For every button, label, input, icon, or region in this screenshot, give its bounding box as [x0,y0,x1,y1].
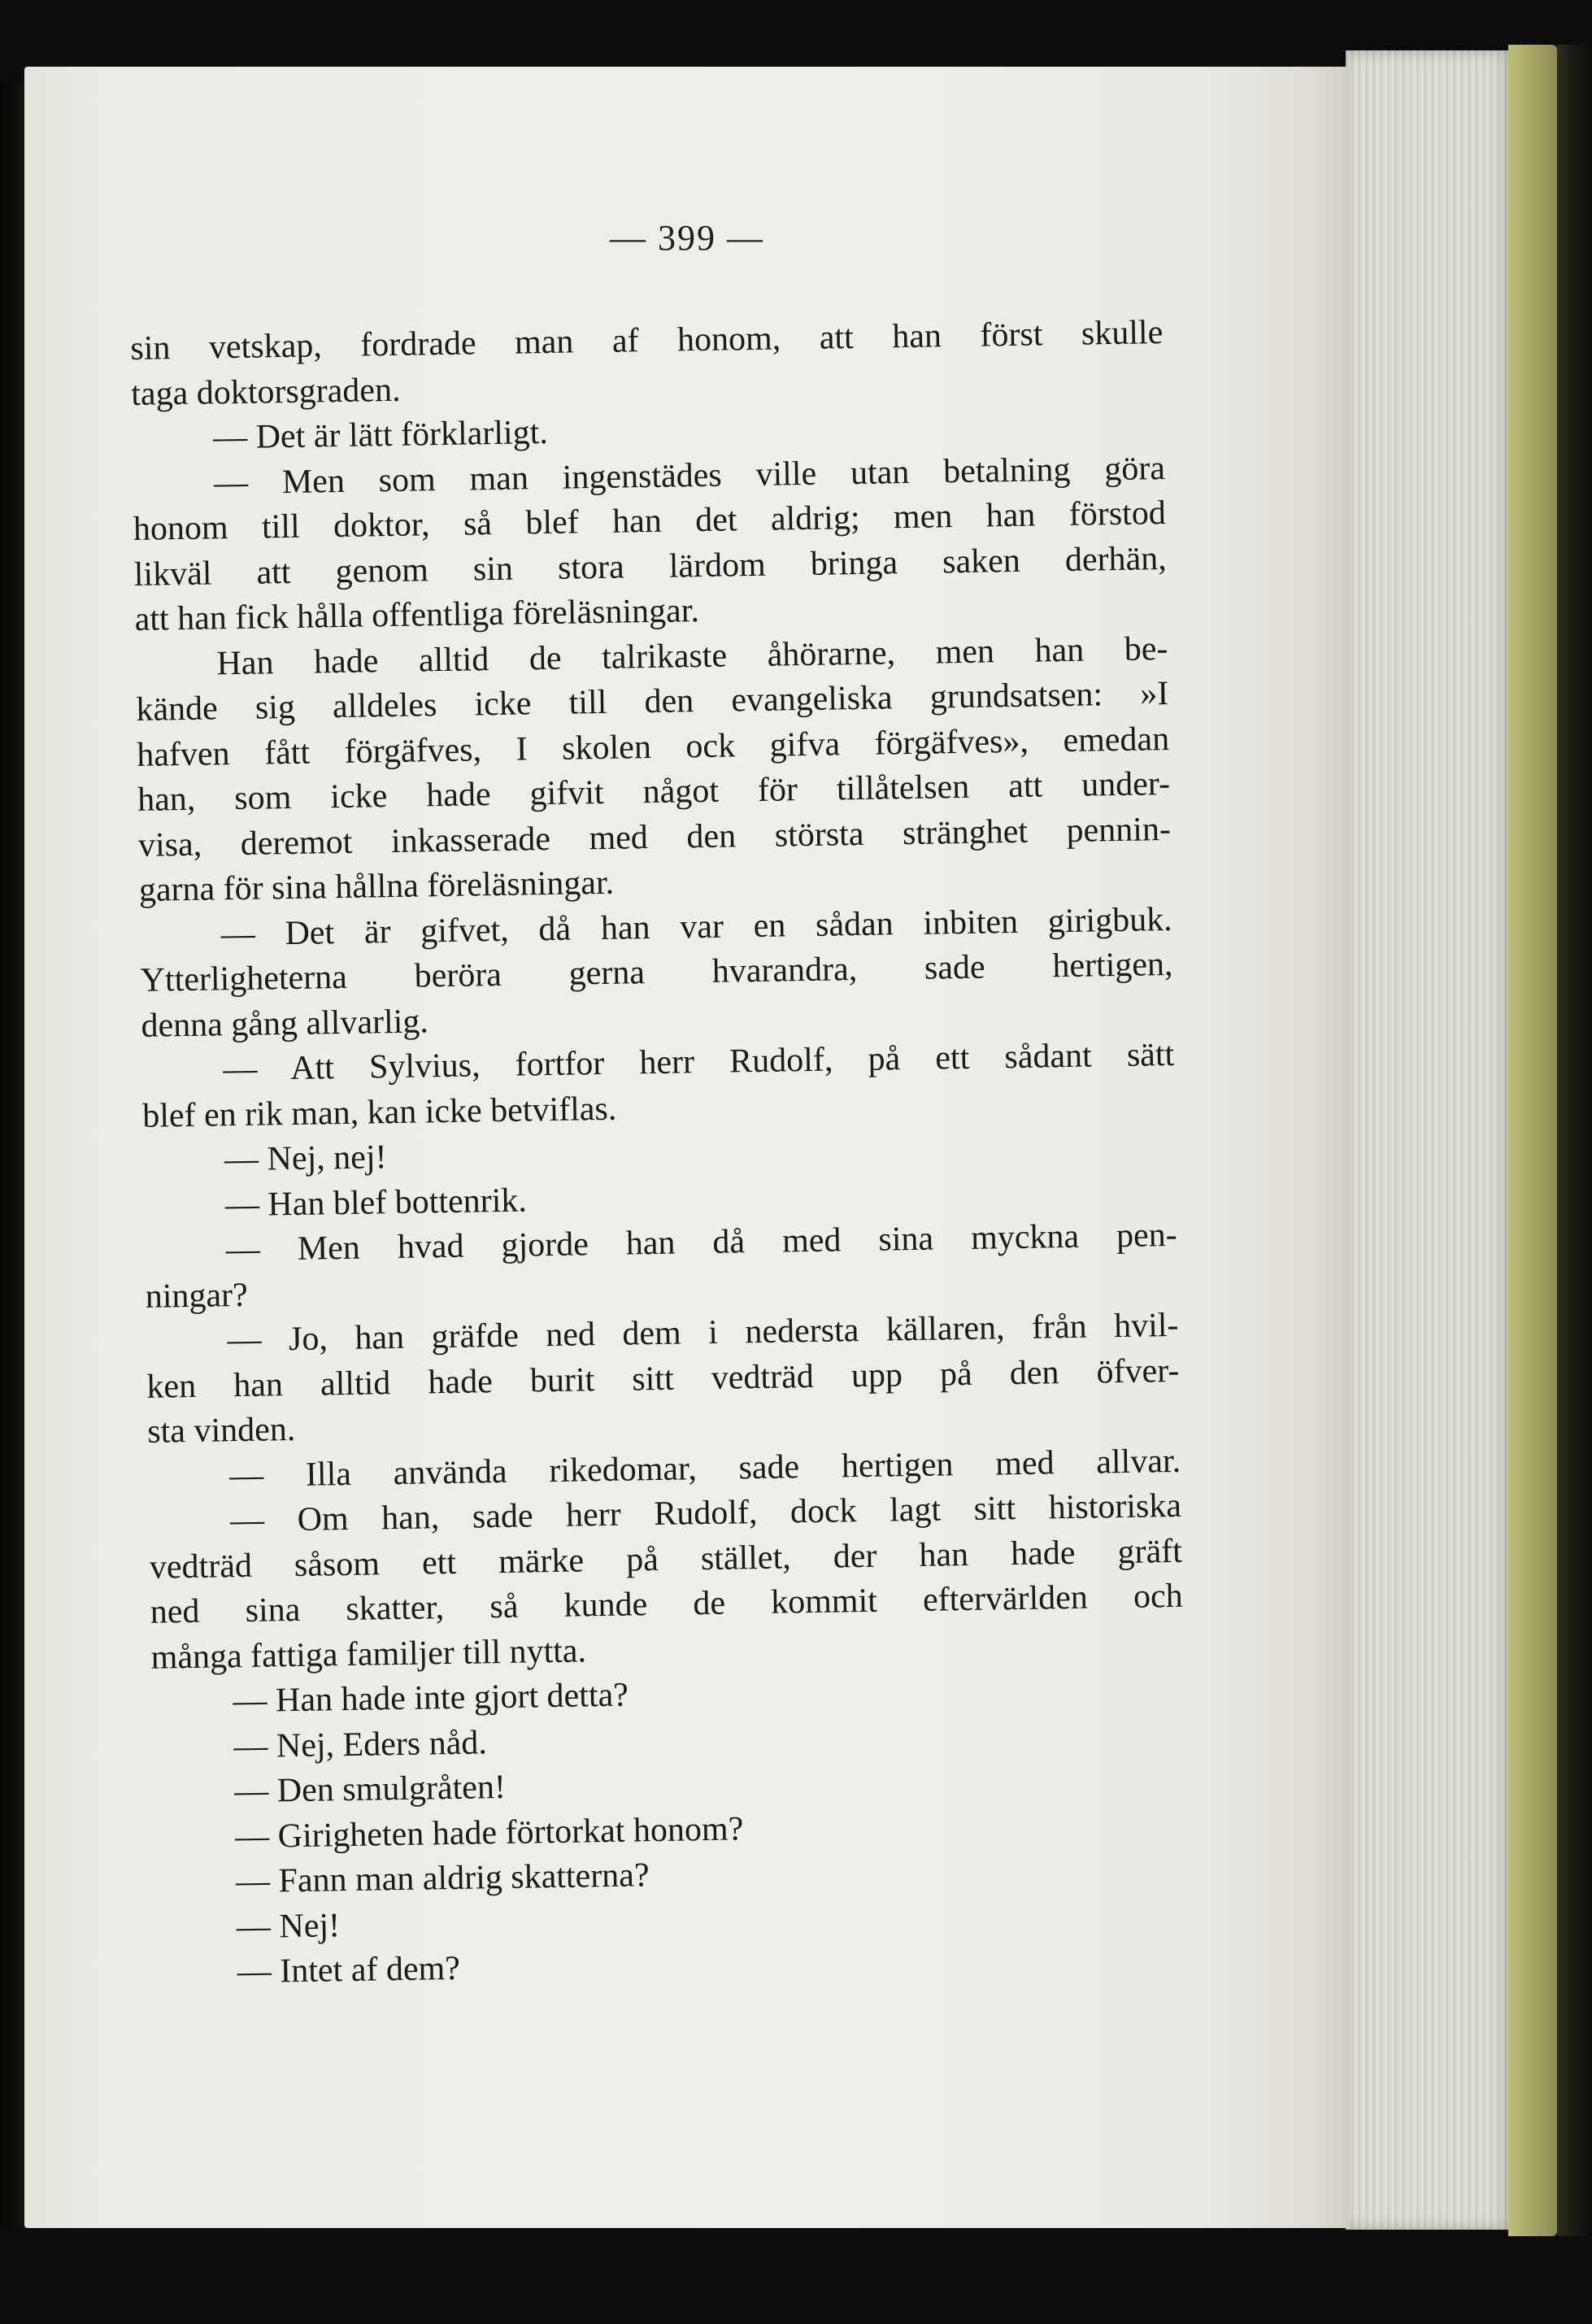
text-line: många fattiga familjer till nytta. [150,1631,587,1677]
text-line: honom till doktor, så blef han det aldrig; men han förstod [133,494,1167,548]
body-text [130,311,1189,1996]
text-line: visa, deremot inkasserade med den största stränghet pennin- [137,810,1172,864]
text-line: — Fann man aldrig skatterna? [235,1856,650,1901]
text-line: — Men hvad gjorde han då med sina myckna pen- [225,1216,1178,1269]
text-line: — Illa använda rikedomar, sade hertigen med allvar. [228,1442,1181,1495]
cover-shadow [1557,45,1592,2236]
text-line: — Han hade inte gjort detta? [233,1676,629,1721]
book-page [24,67,1350,2228]
text-line: Han hade alltid de talrikaste åhörarne, men han be- [216,629,1168,682]
text-line: likväl att genom sin stora lärdom bringa saken derhän, [133,539,1167,594]
book-cover [1508,45,1557,2236]
text-line: — Om han, sade herr Rudolf, dock lagt sitt historiska [229,1486,1182,1540]
text-line: garna för sina hållna föreläsningar. [138,864,615,909]
text-line: kände sig alldeles icke till den evangeliska grundsatsen: »I [136,674,1169,729]
text-line: — Girigheten hade förtorkat honom? [234,1809,744,1856]
text-line: ningar? [145,1276,249,1316]
text-line: — Det är gifvet, då han var en sådan inbiten girigbuk. [220,900,1172,953]
text-line: ned sina skatter, så kunde de kommit eftervärlden och [150,1577,1184,1631]
text-line: vedträd såsom ett märke på stället, der han hade gräft [149,1532,1183,1586]
text-line: — Han blef bottenrik. [224,1181,528,1224]
text-line: — Den smulgråten! [233,1768,507,1811]
text-line: — Nej! [236,1906,341,1946]
text-line: ken han alltid hade burit sitt vedträd upp på den öfver- [146,1351,1180,1406]
text-line: Ytterligheterna beröra gerna hvarandra, sade hertigen, [140,945,1173,999]
text-line: hafven fått förgäfves, I skolen ock gifva förgäfves», emedan [136,720,1170,774]
text-line: denna gång allvarlig. [141,1002,429,1045]
text-line: — Intet af dem? [237,1949,461,1991]
text-line: att han fick hålla offentliga föreläsningar. [134,592,700,638]
text-line: — Att Sylvius, fortfor herr Rudolf, på ett sådant sätt [222,1035,1175,1089]
text-line: — Det är lätt förklarligt. [212,413,549,457]
text-line: sta vinden. [146,1410,296,1451]
text-line: — Men som man ingenstädes ville utan betalning göra [213,449,1166,502]
text-line: sin vetskap, fordrade man af honom, att han först skulle [130,314,1164,368]
text-line: taga doktorsgraden. [130,371,401,413]
page-number: — 399 — [610,218,764,258]
text-line: — Nej, Eders nåd. [233,1723,488,1765]
text-line: han, som icke hade gifvit något för tillåtelsen att under- [137,764,1171,819]
text-line: — Jo, han gräfde ned dem i nedersta källaren, från hvil- [227,1306,1179,1360]
text-line: blef en rik man, kan icke betviflas. [141,1090,617,1135]
page-edges [1346,50,1515,2230]
text-line: — Nej, nej! [224,1138,387,1179]
